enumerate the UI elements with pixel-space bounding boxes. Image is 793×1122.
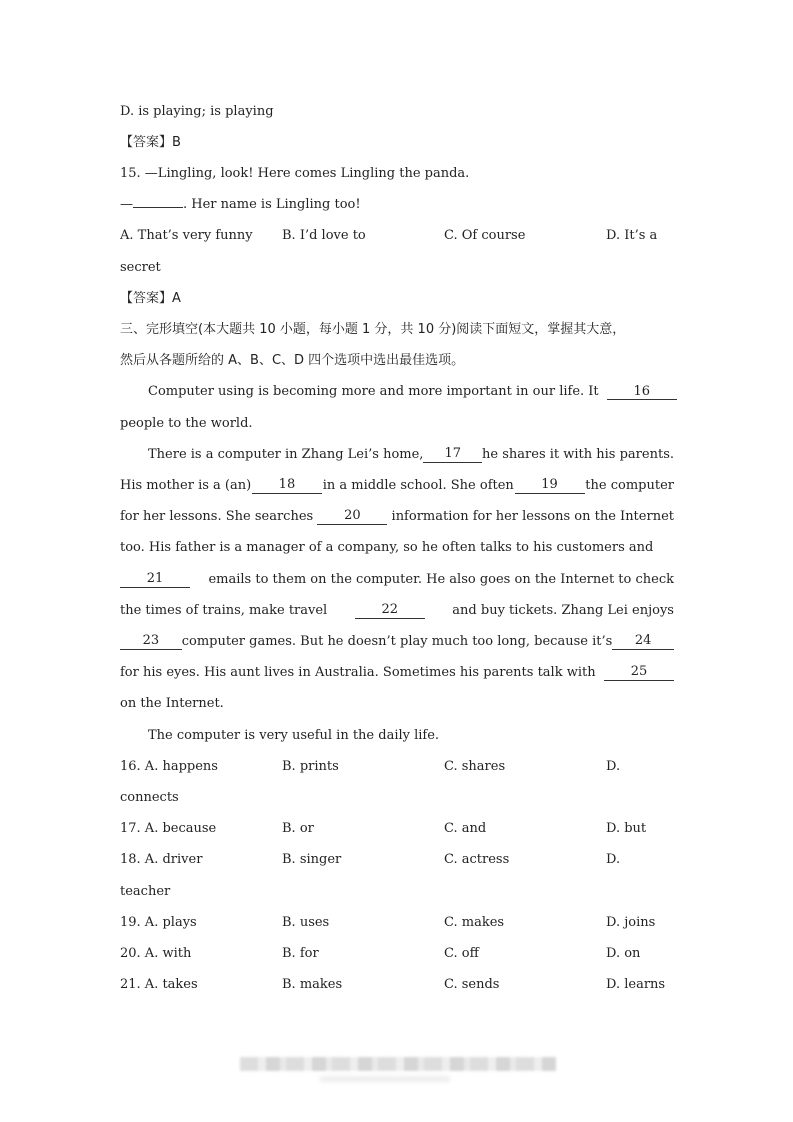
section3-instructions-2: 然后从各题所给的 A、B、C、D 四个选项中选出最佳选项。 bbox=[120, 353, 465, 368]
passage-text: he shares it with his parents. bbox=[482, 447, 674, 462]
q15-stem: 15. —Lingling, look! Here comes Lingling the panda. bbox=[120, 166, 470, 181]
passage-text: in a middle school. She often bbox=[322, 478, 514, 493]
q15-reply-rest: . Her name is Lingling too! bbox=[183, 197, 361, 212]
question-21-b: B. makes bbox=[282, 977, 343, 992]
question-21-c: C. sends bbox=[444, 977, 500, 992]
passage-line-11: on the Internet. bbox=[120, 696, 224, 711]
blank-17: 17 bbox=[423, 447, 482, 463]
passage-text: the times of trains, make travel bbox=[120, 603, 328, 618]
q15-option-d: D. It’s a bbox=[606, 228, 658, 243]
blank-19: 19 bbox=[515, 478, 585, 494]
blank-24: 24 bbox=[612, 634, 674, 650]
passage-text: emails to them on the computer. He also goes on the Internet to check bbox=[208, 572, 674, 587]
passage-text: and buy tickets. Zhang Lei enjoys bbox=[452, 603, 674, 618]
q15-reply-dash: — bbox=[120, 197, 133, 212]
question-19-a: 19. A. plays bbox=[120, 915, 197, 930]
question-21-d: D. learns bbox=[606, 977, 666, 992]
question-17-d: D. but bbox=[606, 821, 647, 836]
blank-21: 21 bbox=[120, 572, 190, 588]
question-20-a: 20. A. with bbox=[120, 946, 192, 961]
passage-text: computer games. But he doesn’t play much too long, because it’s bbox=[181, 634, 613, 649]
passage-text: His mother is a (an) bbox=[120, 478, 252, 493]
passage-line-3 bbox=[148, 447, 674, 463]
blurred-footer-watermark bbox=[240, 1057, 556, 1071]
question-17-c: C. and bbox=[444, 821, 487, 836]
passage-line-8 bbox=[120, 603, 674, 619]
question-18-d-wrap: teacher bbox=[120, 884, 171, 899]
passage-text: information for her lessons on the Internet bbox=[391, 509, 674, 524]
blank-22: 22 bbox=[355, 603, 425, 619]
q15-option-d-wrap: secret bbox=[120, 260, 161, 275]
passage-line-4 bbox=[120, 478, 674, 494]
section3-instructions-1: 三、完形填空(本大题共 10 小题，每小题 1 分，共 10 分)阅读下面短文，掌握其大意， bbox=[120, 322, 626, 337]
q15-option-c: C. Of course bbox=[444, 228, 526, 243]
question-20-d: D. on bbox=[606, 946, 641, 961]
question-18-a: 18. A. driver bbox=[120, 852, 203, 867]
passage-line-2: people to the world. bbox=[120, 416, 253, 431]
question-16-d-wrap: connects bbox=[120, 790, 179, 805]
passage-line-5 bbox=[120, 509, 674, 525]
question-18-b: B. singer bbox=[282, 852, 342, 867]
question-19-b: B. uses bbox=[282, 915, 330, 930]
question-18-c: C. actress bbox=[444, 852, 510, 867]
passage-line-1 bbox=[148, 384, 677, 400]
passage-line-12: The computer is very useful in the daily life. bbox=[148, 728, 440, 743]
passage-text: for her lessons. She searches bbox=[120, 509, 314, 524]
question-16-d: D. bbox=[606, 759, 621, 774]
q15-option-a: A. That’s very funny bbox=[120, 228, 253, 243]
question-17-a: 17. A. because bbox=[120, 821, 217, 836]
passage-line-7 bbox=[120, 572, 674, 588]
blank-20: 20 bbox=[317, 509, 387, 525]
question-18-d: D. bbox=[606, 852, 621, 867]
q15-blank bbox=[133, 207, 183, 208]
q15-option-b: B. I’d love to bbox=[282, 228, 366, 243]
question-21-a: 21. A. takes bbox=[120, 977, 198, 992]
q15-answer: 【答案】A bbox=[120, 291, 181, 306]
passage-text: the computer bbox=[585, 478, 674, 493]
blank-23: 23 bbox=[120, 634, 182, 650]
blank-25: 25 bbox=[604, 665, 674, 681]
passage-text: There is a computer in Zhang Lei’s home, bbox=[148, 447, 424, 462]
blank-16: 16 bbox=[607, 385, 677, 400]
passage-line-10 bbox=[120, 665, 674, 681]
question-16-c: C. shares bbox=[444, 759, 506, 774]
blurred-footer-watermark-line bbox=[320, 1076, 450, 1082]
question-19-d: D. joins bbox=[606, 915, 656, 930]
blank-18: 18 bbox=[252, 478, 322, 494]
question-16-a: 16. A. happens bbox=[120, 759, 218, 774]
passage-line-6: too. His father is a manager of a company, so he often talks to his customers and bbox=[120, 540, 654, 555]
question-16-b: B. prints bbox=[282, 759, 339, 774]
question-20-c: C. off bbox=[444, 946, 479, 961]
passage-text: for his eyes. His aunt lives in Australia. Sometimes his parents talk with bbox=[120, 665, 596, 680]
q14-answer: 【答案】B bbox=[120, 135, 181, 150]
question-19-c: C. makes bbox=[444, 915, 505, 930]
passage-text: Computer using is becoming more and more important in our life. It bbox=[148, 384, 599, 399]
passage-line-9 bbox=[120, 634, 674, 650]
question-17-b: B. or bbox=[282, 821, 314, 836]
question-20-b: B. for bbox=[282, 946, 319, 961]
q14-option-d: D. is playing; is playing bbox=[120, 104, 274, 119]
q15-reply bbox=[120, 197, 361, 213]
